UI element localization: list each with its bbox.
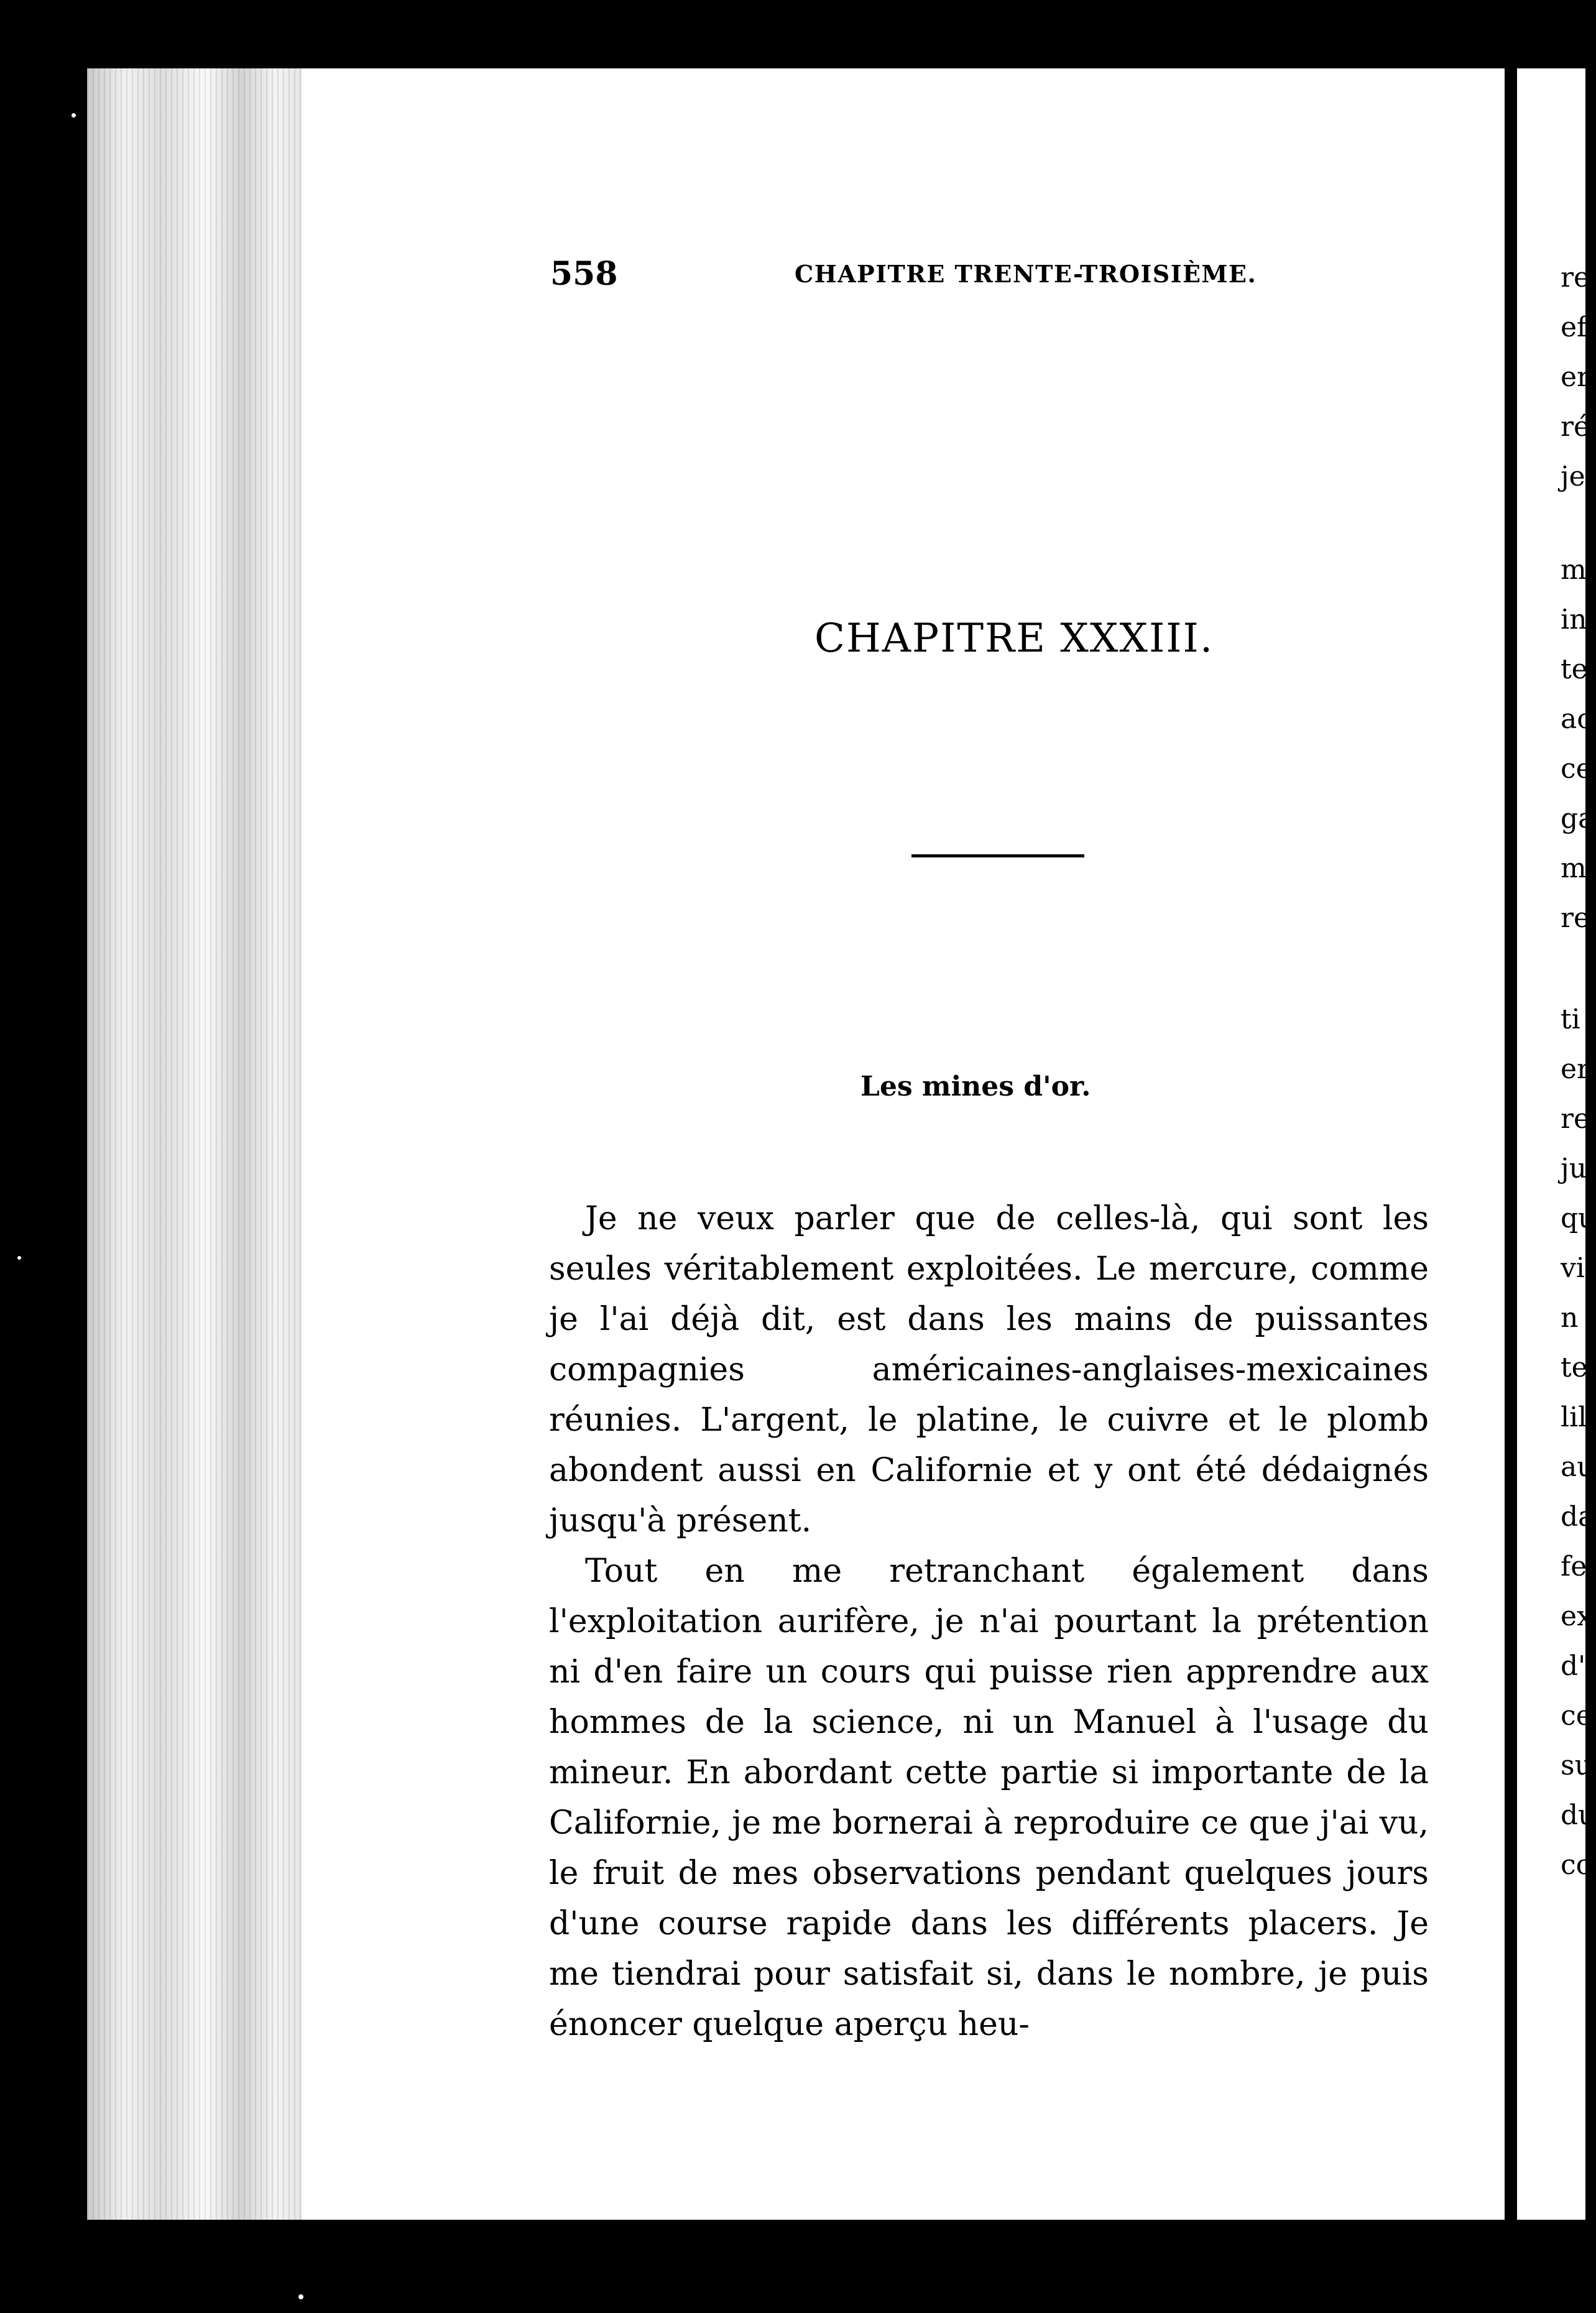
facing-page-fragment: da (1561, 1501, 1595, 1533)
facing-page-fragment: su (1561, 1750, 1592, 1781)
facing-page-fragment: ce (1561, 753, 1592, 785)
facing-page-fragment: au (1561, 1451, 1595, 1483)
facing-page-fragment: m (1561, 852, 1587, 884)
facing-page-fragment: ju (1561, 1153, 1587, 1184)
body-text (549, 1194, 1429, 2050)
facing-page-fragment: re (1561, 1103, 1590, 1135)
scan-speck (17, 1256, 21, 1260)
facing-page-fragment: ac (1561, 703, 1592, 735)
running-head: CHAPITRE TRENTE-TROISIÈME. (795, 260, 1257, 288)
facing-page-fragment: vi (1561, 1252, 1585, 1284)
scan-speck (298, 2294, 303, 2299)
book-page-edges (87, 68, 302, 2220)
facing-page-fragment: in (1561, 604, 1587, 635)
facing-page-fragment: d' (1561, 1650, 1586, 1682)
facing-page-fragment: ga (1561, 803, 1595, 834)
facing-page-fragment: lil (1561, 1401, 1587, 1433)
title-rule (911, 854, 1084, 857)
facing-page-fragment: er (1561, 1053, 1590, 1085)
section-title: Les mines d'or. (860, 1071, 1091, 1102)
facing-page-fragment: qu (1561, 1203, 1596, 1234)
chapter-title: CHAPITRE XXXIII. (814, 616, 1214, 662)
paragraph-2: Tout en me retranchant également dans l'exploitation aurifère, je n'ai pourtant la prétention ni d'en faire un cours qui puisse rien apprendre aux hommes de la science, ni un Manuel à l'usage du mineur. En abordant cette partie si importante de la Californie, je me bornerai à reproduire ce que j'ai vu, le fruit de mes observations pendant quelques jours d'une course rapide dans les différents placers. Je me tiendrai pour satisfait si, dans le nombre, je puis énoncer quelque aperçu heu- (549, 1553, 1429, 2043)
facing-page-fragment: er (1561, 361, 1590, 393)
facing-page-fragment: du (1561, 1799, 1596, 1831)
facing-page-fragment: ti (1561, 1004, 1580, 1035)
facing-page-fragment: n (1561, 1302, 1579, 1334)
page-number: 558 (550, 255, 618, 293)
facing-page-fragment: ce (1561, 1700, 1592, 1732)
facing-page-fragment: re (1561, 262, 1590, 293)
paragraph-1: Je ne veux parler que de celles-là, qui sont les seules véritablement exploitées. Le mercure, comme je l'ai déjà dit, est dans les mains de puissantes compagnies américaines-anglaises-mexicaines réunies. L'argent, le platine, le cuivre et le plomb abondent aussi en Californie et y ont été dédaignés jusqu'à présent. (549, 1200, 1429, 1540)
facing-page (1517, 68, 1596, 2220)
facing-page-fragment: te (1561, 1352, 1588, 1383)
facing-page-fragment: fe (1561, 1551, 1587, 1582)
facing-page-fragment: m (1561, 554, 1587, 586)
facing-page-fragment: ef (1561, 312, 1587, 343)
facing-page-fragment: re (1561, 902, 1590, 934)
facing-page-fragment: te (1561, 653, 1588, 685)
facing-page-fragment: ex (1561, 1600, 1592, 1632)
facing-page-fragment: ré (1561, 411, 1590, 443)
scan-speck (71, 113, 76, 118)
facing-page-fragment: je (1561, 461, 1585, 492)
facing-page-fragment: cc (1561, 1849, 1592, 1881)
